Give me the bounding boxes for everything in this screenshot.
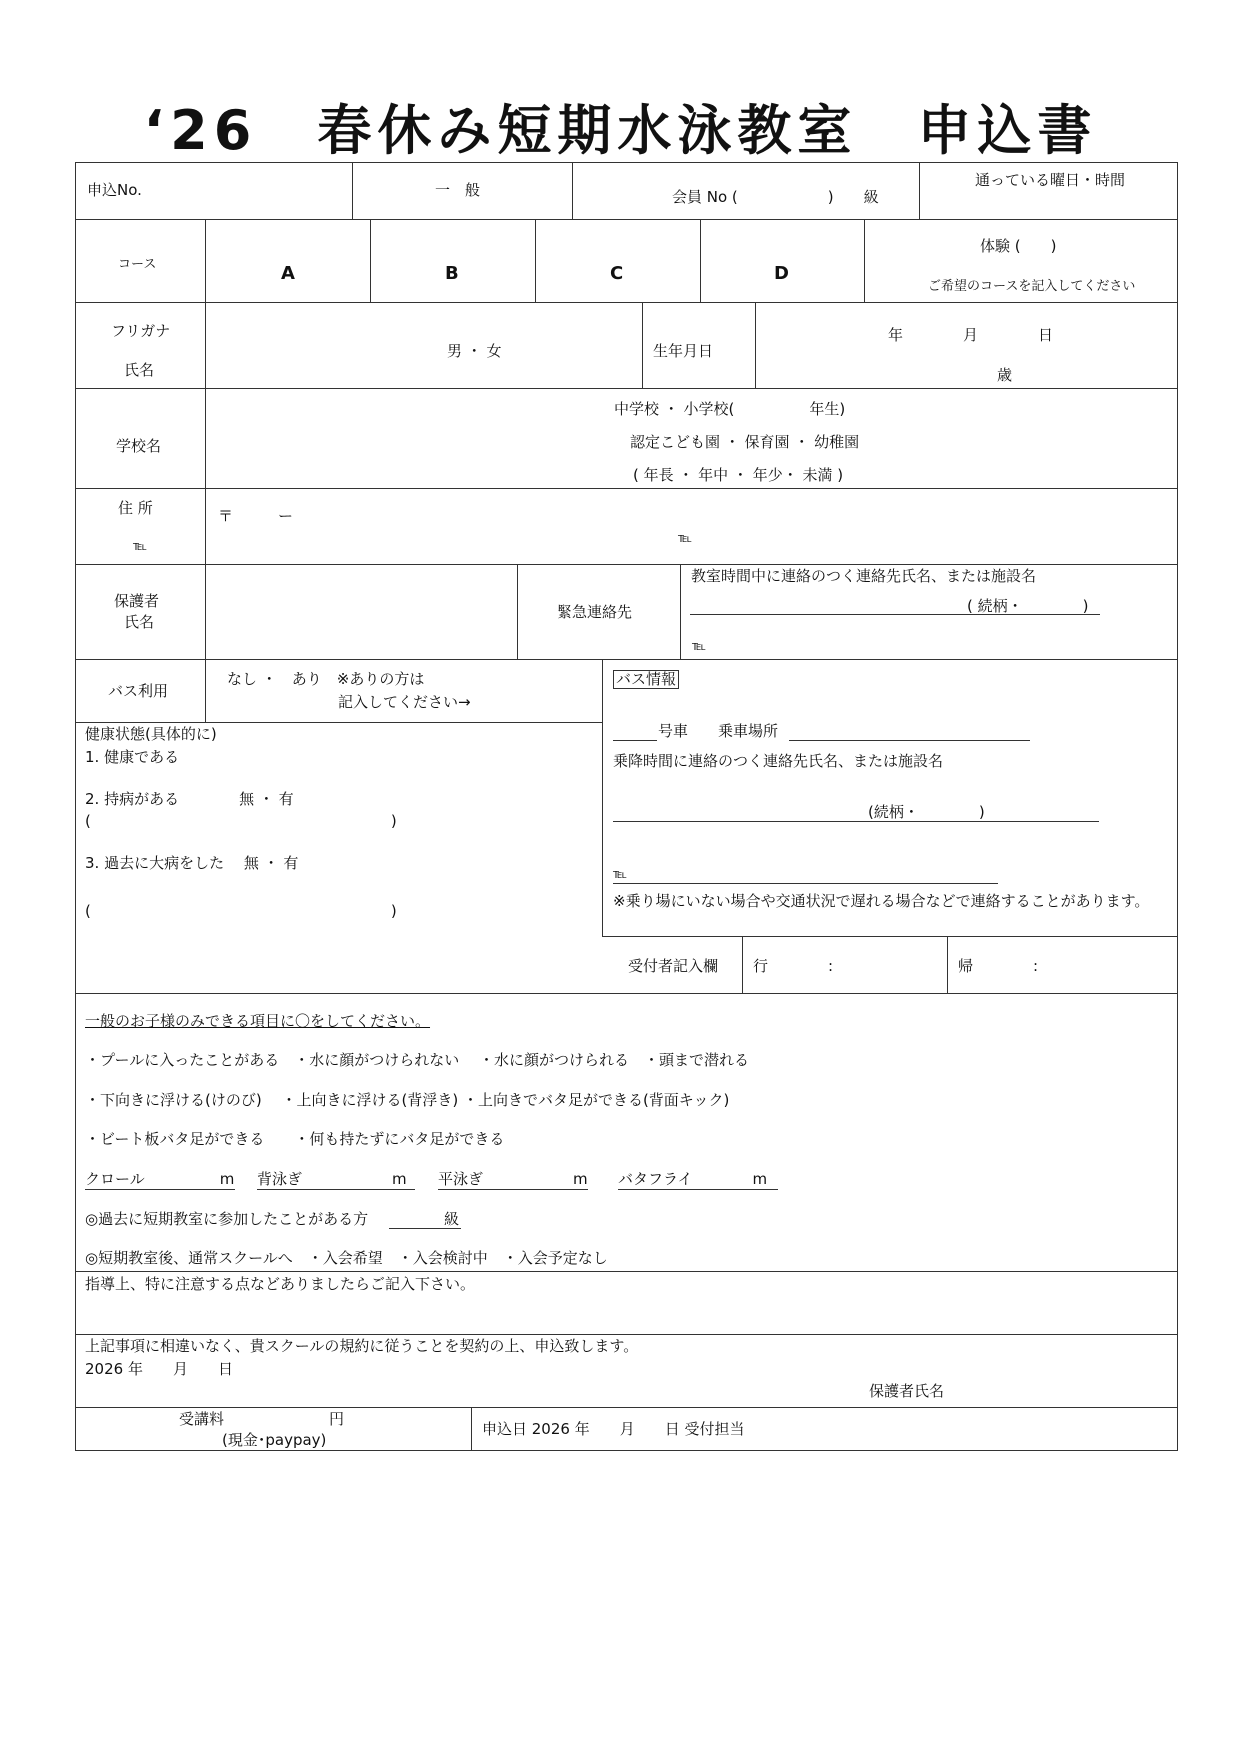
health-item-3-detail[interactable]: ( ) (85, 902, 397, 920)
bus-use-label: バス利用 (108, 682, 169, 700)
skills-heading: 一般のお子様のみできる項目に〇をしてください。 (85, 1012, 431, 1030)
school-type-line2[interactable]: 認定こども園 ・ 保育園 ・ 幼稚園 (630, 433, 860, 451)
class-time-contact-note: 教室時間中に連絡のつく連絡先氏名、または施設名 (691, 567, 1037, 585)
course-label: コース (118, 257, 157, 272)
health-item-3[interactable]: 3. 過去に大病をした 無 ・ 有 (85, 854, 299, 872)
reception-return-time[interactable]: 帰 : (958, 957, 1039, 975)
reception-label: 受付者記入欄 (628, 957, 719, 975)
bus-car-number-field[interactable]: 号車 乗車場所 (613, 722, 779, 740)
health-item-2[interactable]: 2. 持病がある 無 ・ 有 (85, 790, 294, 808)
bus-use-choice[interactable]: なし ・ あり ※ありの方は (227, 670, 425, 688)
trial-note: ご希望のコースを記入してください (928, 279, 1136, 294)
notes-label: 指導上、特に注意する点などありましたらご記入下さい。 (85, 1275, 476, 1293)
past-participation-label: ◎過去に短期教室に参加したことがある方 (85, 1210, 369, 1228)
school-label: 学校名 (116, 437, 162, 455)
backstroke-distance-field[interactable]: 背泳ぎ m (257, 1170, 407, 1188)
school-type-line1[interactable]: 中学校 ・ 小学校( 年生) (614, 400, 846, 418)
address-tel-label: ℡ (133, 539, 147, 554)
skills-line-3[interactable]: ・ビート板バタ足ができる ・何も持たずにバタ足ができる (85, 1130, 505, 1148)
reception-go-time[interactable]: 行 : (753, 957, 834, 975)
address-label: 住 所 (118, 499, 153, 517)
guardian-name-label: 氏名 (124, 613, 155, 631)
guardian-signature-label[interactable]: 保護者氏名 (869, 1382, 945, 1400)
after-course-choice[interactable]: ◎短期教室後、通常スクールへ ・入会希望 ・入会検討中 ・入会予定なし (85, 1249, 608, 1267)
butterfly-distance-field[interactable]: バタフライ m (618, 1170, 768, 1188)
skills-line-1[interactable]: ・プールに入ったことがある ・水に顔がつけられない ・水に顔がつけられる ・頭まで潜れる (85, 1051, 750, 1069)
agreement-text: 上記事項に相違いなく、貴スクールの規約に従うことを契約の上、申込致します。 (85, 1337, 639, 1355)
birthdate-field[interactable]: 年 月 日 (888, 326, 1054, 344)
bus-use-instruction: 記入してください→ (338, 693, 471, 711)
emergency-contact-label: 緊急連絡先 (557, 603, 633, 621)
bus-contact-note: 乗降時間に連絡のつく連絡先氏名、または施設名 (613, 752, 944, 770)
agreement-date-field[interactable]: 2026 年 月 日 (85, 1360, 233, 1378)
page-title: ‘26 春休み短期水泳教室 申込書 (143, 99, 1098, 162)
gender-choice[interactable]: 男 ・ 女 (447, 342, 502, 360)
attendance-days-label: 通っている曜日・時間 (975, 171, 1126, 189)
bus-info-heading: バス情報 (613, 670, 679, 689)
address-tel-field[interactable]: ℡ (678, 531, 692, 546)
payment-method-label: (現金･paypay) (222, 1431, 327, 1449)
health-item-1[interactable]: 1. 健康である (85, 748, 180, 766)
emergency-relation-field[interactable]: ( 続柄・ ) (967, 597, 1089, 615)
name-label: 氏名 (124, 361, 155, 379)
health-item-2-detail[interactable]: ( ) (85, 812, 397, 830)
bus-tel-field[interactable]: ℡ (613, 867, 627, 882)
bus-relation-field[interactable]: (続柄・ ) (868, 803, 985, 821)
course-option-b[interactable]: B (445, 263, 459, 284)
course-option-d[interactable]: D (774, 263, 789, 284)
crawl-distance-field[interactable]: クロール m (85, 1170, 235, 1188)
bus-contact-notice: ※乗り場にいない場合や交通状況で遅れる場合などで連絡することがあります。 (613, 892, 1150, 910)
fee-field[interactable]: 受講料 円 (179, 1410, 345, 1428)
trial-field[interactable]: 体験 ( ) (980, 237, 1057, 255)
member-number-field[interactable]: 会員 No ( ) 級 (672, 188, 879, 206)
course-option-c[interactable]: C (610, 263, 624, 284)
postal-code-field[interactable]: 〒 ー (218, 507, 294, 525)
furigana-label: フリガナ (111, 322, 171, 340)
general-label: 一 般 (435, 181, 481, 199)
age-label: 歳 (997, 366, 1013, 384)
past-participation-level[interactable]: 級 (444, 1210, 460, 1228)
guardian-label: 保護者 (114, 592, 160, 610)
birthdate-label: 生年月日 (653, 342, 714, 360)
application-date-field[interactable]: 申込日 2026 年 月 日 受付担当 (482, 1420, 745, 1438)
breaststroke-distance-field[interactable]: 平泳ぎ m (438, 1170, 588, 1188)
course-option-a[interactable]: A (281, 263, 295, 284)
health-label: 健康状態(具体的に) (85, 725, 217, 743)
application-number-label: 申込No. (87, 181, 142, 199)
school-type-line3[interactable]: ( 年長 ・ 年中 ・ 年少・ 未満 ) (633, 466, 844, 484)
skills-line-2[interactable]: ・下向きに浮ける(けのび) ・上向きに浮ける(背浮き) ・上向きでバタ足ができる(背面キック) (85, 1091, 730, 1109)
emergency-tel-field[interactable]: ℡ (692, 639, 706, 654)
